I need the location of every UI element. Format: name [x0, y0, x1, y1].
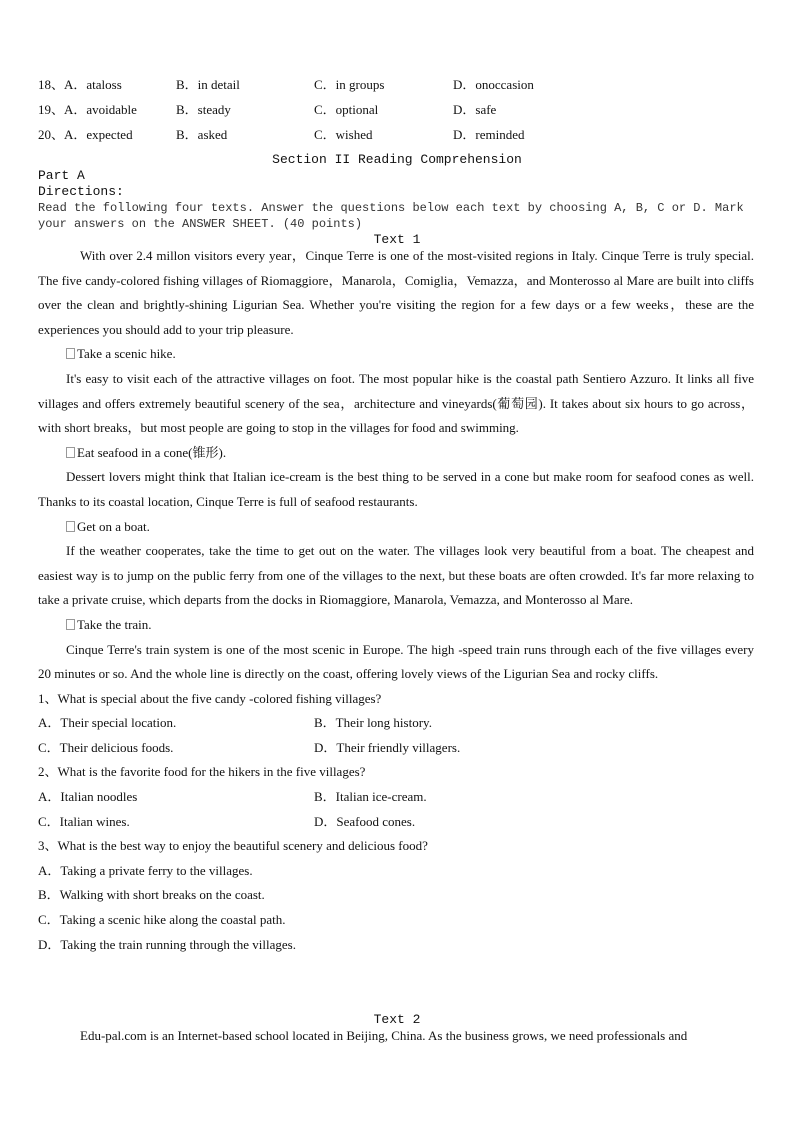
option-d: D．onoccasion	[453, 77, 534, 92]
part-label: Part A	[38, 168, 85, 183]
bullet-box-icon	[66, 619, 75, 630]
option-b: B．Their long history.	[314, 715, 432, 731]
option-c: C．optional	[314, 102, 379, 117]
bullet-box-icon	[66, 348, 75, 359]
heading-text: Get on a boat.	[77, 518, 150, 534]
option-a: 20、A．expected	[38, 127, 133, 142]
section-heading	[38, 441, 754, 466]
section-paragraph: Cinque Terre's train system is one of the most scenic in Europe. The high -speed train runs through each of the five villages every 20 minutes or so. And the whole line is directly on the coast, offering lovely views of the Ligurian Sea and rocky cliffs.	[38, 641, 754, 682]
text2-first-line: Edu-pal.com is an Internet-based school located in Beijing, China. As the business grows, we need professionals and	[80, 1028, 688, 1043]
option-c: C．Italian wines.	[38, 813, 130, 829]
option-b: B．Walking with short breaks on the coast.	[38, 887, 265, 903]
option-c: C．in groups	[314, 77, 385, 92]
section-heading	[38, 342, 754, 367]
option-b: B．asked	[176, 127, 228, 142]
options-row	[38, 736, 754, 761]
option-b: B．steady	[176, 102, 231, 117]
option-c: C．Taking a scenic hike along the coastal path.	[38, 912, 286, 928]
option-b: B．Italian ice-cream.	[314, 789, 427, 805]
text1-body	[38, 244, 754, 957]
option-d: D．Seafood cones.	[314, 813, 416, 829]
text1-title: Text 1	[373, 232, 421, 247]
section-paragraph: It's easy to visit each of the attractive villages on foot. The most popular hike is the coastal path Sentiero Azzuro. It links all five villages and offers extremely beautiful scenery of the sea，architecture and vineyards(葡萄园). It takes about six hours to go across，with short breaks，but most people are going to stop in the villages for food and swimming.	[38, 370, 754, 436]
option-a: A．Taking a private ferry to the villages.	[38, 862, 253, 878]
question-3: 3、What is the best way to enjoy the beautiful scenery and delicious food?	[38, 838, 428, 854]
bullet-box-icon	[66, 521, 75, 532]
directions-text: Read the following four texts. Answer the questions below each text by choosing A, B, C or D. Mark your answers on the ANSWER SHEET. (40 points)	[38, 201, 744, 231]
question-2: 2、What is the favorite food for the hikers in the five villages?	[38, 764, 366, 780]
option-d: D．Their friendly villagers.	[314, 739, 461, 755]
options-row	[38, 810, 754, 835]
heading-text: Eat seafood in a cone(锥形).	[77, 444, 227, 460]
section-heading	[38, 515, 754, 540]
option-a: 18、A．ataloss	[38, 77, 122, 92]
option-a: A．Italian noodles	[38, 789, 138, 805]
option-c: C．Their delicious foods.	[38, 739, 174, 755]
option-a: 19、A．avoidable	[38, 102, 137, 117]
option-d: D．safe	[453, 102, 497, 117]
option-a: A．Their special location.	[38, 715, 177, 731]
section-paragraph: Dessert lovers might think that Italian ice-cream is the best thing to be served in a cone but make room for seafood cones as well. Thanks to its coastal location, Cinque Terre is full of seafood restaurants.	[38, 469, 754, 509]
bullet-box-icon	[66, 447, 75, 458]
section-title: Section II Reading Comprehension	[272, 152, 522, 167]
option-d: D．reminded	[453, 127, 525, 142]
heading-text: Take the train.	[77, 616, 152, 632]
option-b: B．in detail	[176, 77, 240, 92]
option-d: D．Taking the train running through the villages.	[38, 936, 296, 952]
heading-text: Take a scenic hike.	[77, 346, 176, 362]
directions-label: Directions:	[38, 184, 124, 199]
options-row	[38, 785, 754, 810]
text2-title: Text 2	[373, 1012, 421, 1027]
section-heading	[38, 613, 754, 638]
intro-paragraph: With over 2.4 millon visitors every year，Cinque Terre is one of the most-visited regions in Italy. Cinque Terre is truly special. The five candy-colored fishing villages of Riomaggiore，Manarola，Comiglia，Vemazza，and Monterosso al Mare are built into cliffs over the clean and brightly-shining Ligurian Sea. Whether you're visiting the region for a few days or a few weeks，these are the experiences you should add to your trip pleasure.	[38, 248, 754, 337]
section-paragraph: If the weather cooperates, take the time to get out on the water. The villages look very beautiful from a boat. The cheapest and easiest way is to jump on the public ferry from one of the villages to the next, but these boats are often crowded. It's far more relaxing to take a private cruise, which departs from the docks in Riomaggiore, Manarola, Vemazza, and Monterosso al Mare.	[38, 543, 754, 608]
options-row	[38, 711, 754, 736]
option-c: C．wished	[314, 127, 373, 142]
question-1: 1、What is special about the five candy -colored fishing villages?	[38, 690, 382, 706]
